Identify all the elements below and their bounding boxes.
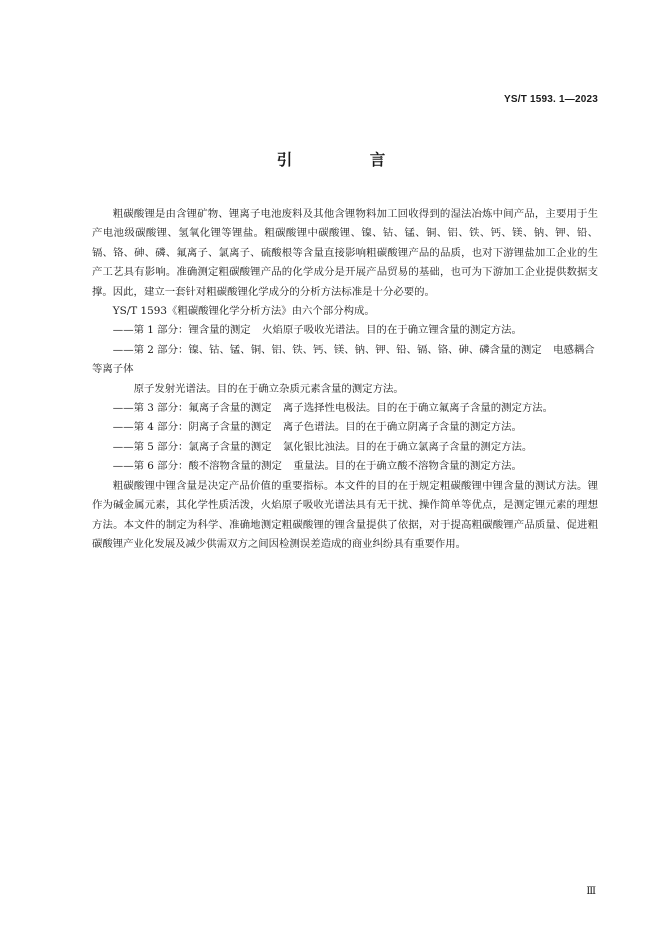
part-item-1 <box>92 321 598 340</box>
intro-paragraph-2: YS/T 1593《粗碳酸锂化学分析方法》由六个部分构成。 <box>112 305 375 318</box>
parts-list <box>92 321 598 476</box>
part-prefix: ——第 3 部分： <box>112 402 189 415</box>
part-method: 电感耦合等离子体 <box>92 343 595 376</box>
part-item-4 <box>92 418 598 437</box>
introduction-body <box>92 205 598 554</box>
part-item-2 <box>92 341 598 380</box>
part-item-3 <box>92 399 598 418</box>
intro-paragraph-3: 粗碳酸锂中锂含量是决定产品价值的重要指标。本文件的目的在于规定粗碳酸锂中锂含量的测试方法。锂作为碱金属元素，其化学性质活泼，火焰原子吸收光谱法具有无干扰、操作简单等优点，是测定锂元素的理想方法。本文件的制定为科学、准确地测定粗碳酸锂的锂含量提供了依据，对于提高粗碳酸锂产品质量、促进粗碳酸锂产业化发展及减少供需双方之间因检测误差造成的商业纠纷具有重要作用。 <box>92 479 598 550</box>
part-name: 酸不溶物含量的测定 <box>188 460 282 473</box>
part-item-2-continuation: 原子发射光谱法。目的在于确立杂质元素含量的测定方法。 <box>133 382 404 395</box>
part-name: 阴离子含量的测定 <box>188 421 272 434</box>
part-prefix: ——第 2 部分： <box>112 343 189 356</box>
part-name: 氯离子含量的测定 <box>188 440 272 453</box>
part-item-5 <box>92 438 598 457</box>
part-method: 重量法。目的在于确立酸不溶物含量的测定方法。 <box>293 460 522 473</box>
part-method: 火焰原子吸收光谱法。目的在于确立锂含量的测定方法。 <box>262 324 522 337</box>
part-prefix: ——第 5 部分： <box>112 440 189 453</box>
part-prefix: ——第 1 部分： <box>112 324 189 337</box>
intro-paragraph-1: 粗碳酸锂是由含锂矿物、锂离子电池废料及其他含锂物料加工回收得到的湿法冶炼中间产品，主要用于生产电池级碳酸锂、氢氧化锂等锂盐。粗碳酸锂中碳酸锂、镍、钴、锰、铜、铝、铁、钙、镁、钠、钾、铅、镉、铬、砷、磷、氟离子、氯离子、硫酸根等含量直接影响粗碳酸锂产品的品质，也对下游锂盐加工企业的生产工艺具有影响。准确测定粗碳酸锂产品的化学成分是开展产品贸易的基础，也可为下游加工企业提供数据支撑。因此，建立一套针对粗碳酸锂化学成分的分析方法标准是十分必要的。 <box>92 208 598 298</box>
standard-number-header: YS/T 1593. 1—2023 <box>503 94 598 105</box>
part-name: 氟离子含量的测定 <box>188 402 272 415</box>
part-name: 镍、钴、锰、铜、铝、铁、钙、镁、钠、钾、铅、镉、铬、砷、磷含量的测定 <box>188 343 542 356</box>
part-method: 离子选择性电极法。目的在于确立氟离子含量的测定方法。 <box>282 402 554 415</box>
part-prefix: ——第 6 部分： <box>112 460 189 473</box>
page-title: 引 言 <box>276 151 422 169</box>
part-item-6 <box>92 457 598 476</box>
part-method: 氯化银比浊法。目的在于确立氯离子含量的测定方法。 <box>282 440 533 453</box>
part-method: 离子色谱法。目的在于确立阴离子含量的测定方法。 <box>282 421 522 434</box>
page-number: Ⅲ <box>586 886 596 897</box>
part-prefix: ——第 4 部分： <box>112 421 189 434</box>
part-name: 锂含量的测定 <box>188 324 251 337</box>
